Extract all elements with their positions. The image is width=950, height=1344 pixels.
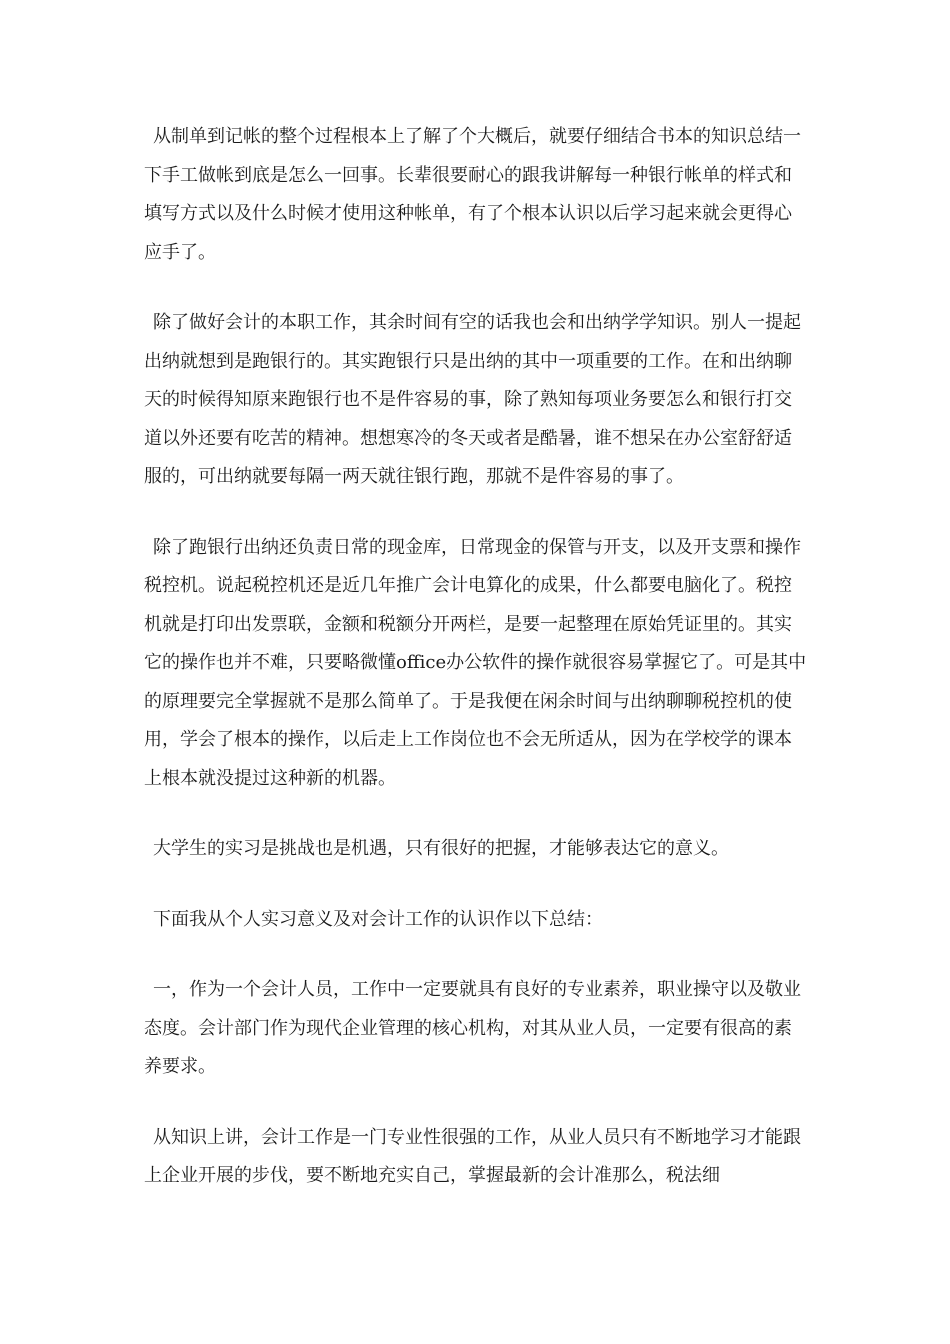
paragraph-7: 从知识上讲，会计工作是一门专业性很强的工作，从业人员只有不断地学习才能跟上企业开展的步伐，要不断地充实自己，掌握最新的会计准那么，税法细 [144, 1126, 801, 1186]
paragraph-3: 除了跑银行出纳还负责日常的现金库，日常现金的保管与开支，以及开支票和操作税控机。说起税控机还是近几年推广会计电算化的成果，什么都要电脑化了。税控机就是打印出发票联，金额和税额分开两栏，是要一起整理在原始凭证里的。其实它的操作也并不难，只要略微懂office办公软件的操作就很容易掌握它了。可是其中的原理要完全掌握就不是那么简单了。于是我便在闲余时间与出纳聊聊税控机的使用，学会了根本的操作，以后走上工作岗位也不会无所适从，因为在学校学的课本上根本就没提过这种新的机器。 [144, 536, 807, 789]
paragraph-4: 大学生的实习是挑战也是机遇，只有很好的把握，才能够表达它的意义。 [153, 838, 729, 859]
paragraph-1: 从制单到记帐的整个过程根本上了解了个大概后，就要仔细结合书本的知识总结一下手工做帐到底是怎么一回事。长辈很要耐心的跟我讲解每一种银行帐单的样式和填写方式以及什么时候才使用这种帐单，有了个根本认识以后学习起来就会更得心应手了。 [144, 126, 801, 263]
paragraph-6: 一，作为一个会计人员，工作中一定要就具有良好的专业素养，职业操守以及敬业态度。会计部门作为现代企业管理的核心机构，对其从业人员，一定要有很高的素养要求。 [144, 979, 801, 1077]
document-body [144, 118, 808, 1228]
paragraph-5: 下面我从个人实习意义及对会计工作的认识作以下总结： [153, 908, 603, 930]
paragraph-2: 除了做好会计的本职工作，其余时间有空的话我也会和出纳学学知识。别人一提起出纳就想到是跑银行的。其实跑银行只是出纳的其中一项重要的工作。在和出纳聊天的时候得知原来跑银行也不是件容易的事，除了熟知每项业务要怎么和银行打交道以外还要有吃苦的精神。想想寒冷的冬天或者是酷暑，谁不想呆在办公室舒舒适服的，可出纳就要每隔一两天就往银行跑，那就不是件容易的事了。 [144, 312, 801, 487]
